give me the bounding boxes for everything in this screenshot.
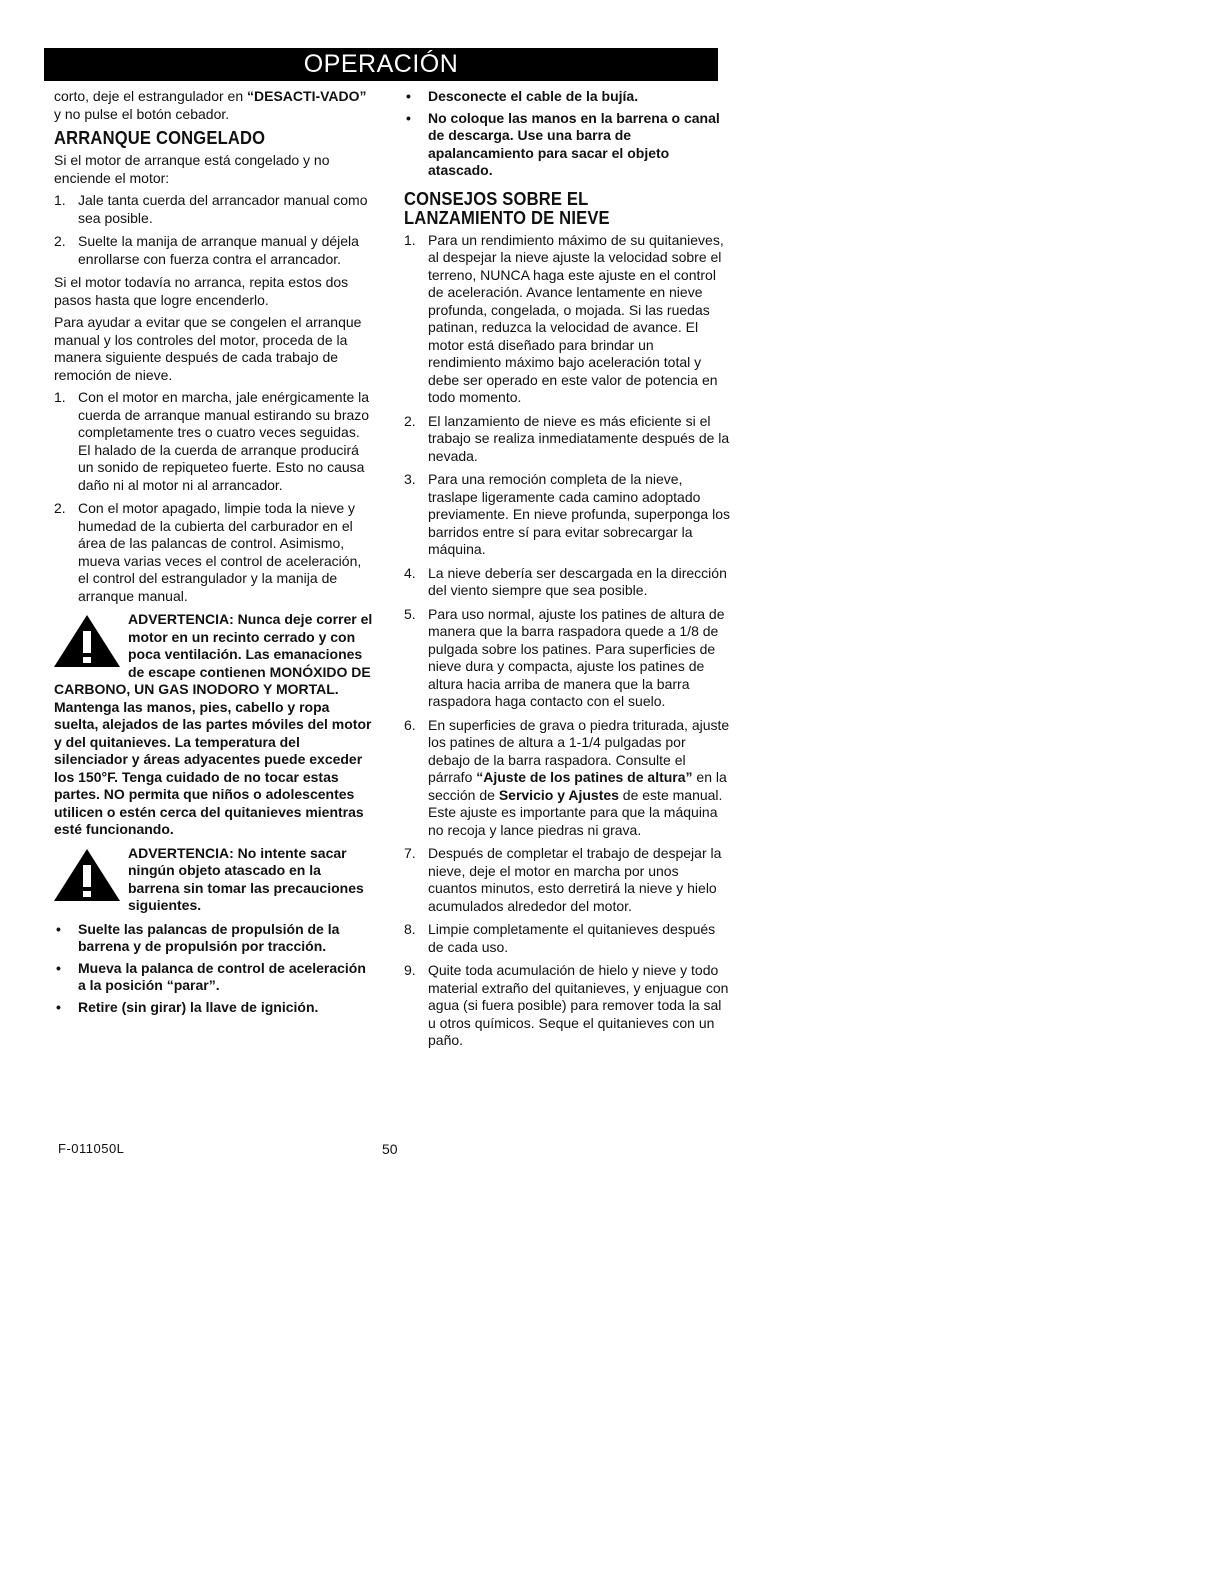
list-item: 4. La nieve debería ser descargada en la dirección del viento siempre que sea posible. bbox=[404, 564, 727, 598]
list-item: 5. Para uso normal, ajuste los patines de altura de manera que la barra raspadora quede a 1/8 de pulgada sobre los patines. Para superficies de nieve dura y compacta, ajuste los patines de altura hacia arriba de manera que la barra raspadora haga contacto con el suelo. bbox=[404, 605, 725, 709]
list-item: • Retire (sin girar) la llave de ignición. bbox=[54, 999, 374, 1017]
right-column bbox=[404, 88, 730, 1056]
list-item: • Desconecte el cable de la bujía. bbox=[404, 88, 730, 106]
prevent-freeze-steps bbox=[54, 389, 374, 605]
document-code: F-011050L bbox=[58, 1141, 125, 1156]
snow-tips-list bbox=[404, 232, 730, 1050]
list-item: 2. Suelte la manija de arranque manual y déjela enrollarse con fuerza contra el arrancador. bbox=[54, 233, 359, 267]
list-item: • No coloque las manos en la barrena o canal de descarga. Use una barra de apalancamiento para sacar el objeto atascado. bbox=[404, 110, 730, 180]
intro-paragraph: corto, deje el estrangulador en “DESACTI-VADO” y no pulse el botón cebador. bbox=[54, 88, 367, 122]
list-item: 1. Para un rendimiento máximo de su quitanieves, al despejar la nieve ajuste la velocidad sobre el terreno, NUNCA haga este ajuste en el control de aceleración. Avance lentamente en nieve profunda, congelada, o mojada. Si las ruedas patinan, reduzca la velocidad de avance. El motor está diseñado para brindar un rendimiento máximo bajo aceleración total y debe ser operado en este valor de potencia en todo momento. bbox=[404, 231, 724, 405]
list-item: 1. Jale tanta cuerda del arrancador manual como sea posible. bbox=[54, 192, 368, 226]
frozen-start-heading: ARRANQUE CONGELADO bbox=[54, 128, 266, 148]
list-item: 3. Para una remoción completa de la nieve, traslape ligeramente cada camino adoptado previamente. En nieve profunda, superponga los barridos entre sí para evitar sobrecargar la máquina. bbox=[404, 471, 730, 557]
list-item: • Suelte las palancas de propulsión de la barrena y de propulsión por tracción. bbox=[54, 921, 374, 956]
precautions-list bbox=[54, 921, 374, 1017]
warning-carbon-monoxide: ADVERTENCIA: Nunca deje correr el motor en un recinto cerrado y con poca ventilación. Las emanaciones de escape contienen MONÓXIDO DE CARBONO, UN GAS INODORO Y MORTAL. Mantenga las manos, pies, cabello y ropa suelta, alejados de las partes móviles del motor y del quitanieves. La temperatura del silenciador y áreas adyacentes puede exceder los 150°F. Tenga cuidado de no tocar estas partes. NO permita que niños o adolescentes utilicen o estén cerca del quitanieves mientras esté funcionando. bbox=[54, 611, 373, 837]
warning-triangle-icon bbox=[52, 847, 122, 903]
list-item: 6. En superficies de grava o piedra triturada, ajuste los patines de altura a 1-1/4 pulgadas por debajo de la barra raspadora. Consulte el párrafo “Ajuste de los patines de altura” en la sección de Servicio y Ajustes de este manual. Este ajuste es importante para que la máquina no recoja y lance piedras ni grava. bbox=[404, 716, 730, 838]
list-item: 1. Con el motor en marcha, jale enérgicamente la cuerda de arranque manual estirando su brazo completamente tres o cuatro veces seguidas. El halado de la cuerda de arranque producirá un sonido de repiqueteo fuerte. Esto no causa daño ni al motor ni al arrancador. bbox=[54, 389, 370, 493]
snow-tips-heading: CONSEJOS SOBRE EL LANZAMIENTO DE NIEVE bbox=[404, 188, 610, 228]
list-item: 9. Quite toda acumulación de hielo y nieve y todo material extraño del quitanieves, y enjuague con agua (si fuera posible) para remover toda la sal u otros químicos. Seque el quitanieves con un paño. bbox=[404, 962, 729, 1048]
frozen-paragraph-3: Para ayudar a evitar que se congelen el arranque manual y los controles del motor, proceda de la manera siguiente después de cada trabajo de remoción de nieve. bbox=[54, 314, 362, 383]
warning-triangle-icon bbox=[52, 613, 122, 669]
frozen-steps bbox=[54, 192, 374, 268]
warning-jammed-object: ADVERTENCIA: No intente sacar ningún objeto atascado en la barrena sin tomar las precauciones siguientes. bbox=[54, 845, 374, 915]
list-item: 2. Con el motor apagado, limpie toda la nieve y humedad de la cubierta del carburador en el área de las palancas de control. Asimismo, mueva varias veces el control de aceleración, el control del estrangulador y la manija de arranque manual. bbox=[54, 500, 362, 604]
list-item: 2. El lanzamiento de nieve es más eficiente si el trabajo se realiza inmediatamente después de la nevada. bbox=[404, 412, 730, 464]
list-item: 7. Después de completar el trabajo de despejar la nieve, deje el motor en marcha por unos cuantos minutos, esto derretirá la nieve y hielo acumulados alrededor del motor. bbox=[404, 845, 722, 914]
list-item: • Mueva la palanca de control de aceleración a la posición “parar”. bbox=[54, 960, 374, 995]
page-number: 50 bbox=[382, 1141, 398, 1157]
section-banner: OPERACIÓN bbox=[44, 48, 718, 81]
left-column bbox=[54, 88, 374, 1020]
frozen-paragraph-1: Si el motor de arranque está congelado y no enciende el motor: bbox=[54, 152, 330, 186]
frozen-paragraph-2: Si el motor todavía no arranca, repita estos dos pasos hasta que logre encenderlo. bbox=[54, 274, 349, 308]
list-item: 8. Limpie completamente el quitanieves después de cada uso. bbox=[404, 921, 716, 955]
precautions-list-continued bbox=[404, 88, 730, 180]
